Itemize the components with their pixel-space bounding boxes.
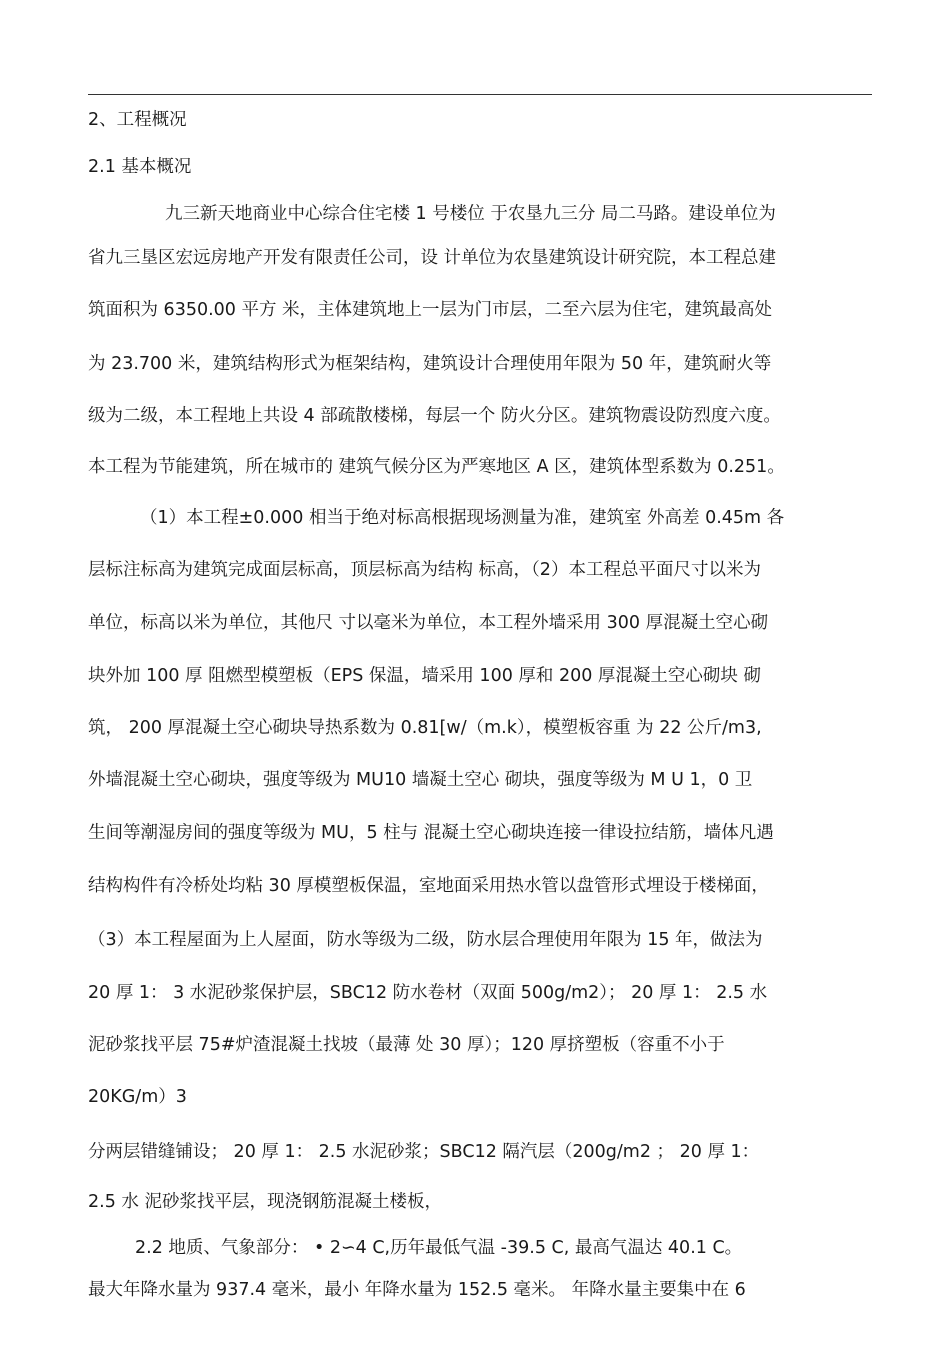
paragraph-line-16: 20 厚 1： 3 水泥砂浆保护层，SBC12 防水卷材（双面 500g/m2）； 20 厚 1： 2.5 水 bbox=[88, 983, 768, 1003]
paragraph-line-5: 级为二级，本工程地上共设 4 部疏散楼梯，每层一个 防火分区。建筑物震设防烈度六度。 bbox=[88, 406, 781, 426]
paragraph-line-11: 筑， 200 厚混凝土空心砌块导热系数为 0.81[w/（m.k），模塑板容重 为 22 公斤/m3, bbox=[88, 718, 762, 738]
paragraph-line-21: 2.2 地质、气象部分： • 2∽4 C,历年最低气温 -39.5 C, 最高气温达 40.1 C。 bbox=[135, 1238, 743, 1258]
paragraph-line-10: 块外加 100 厚 阻燃型模塑板（EPS 保温，墙采用 100 厚和 200 厚混凝土空心砌块 砌 bbox=[88, 666, 761, 686]
paragraph-line-22: 最大年降水量为 937.4 毫米，最小 年降水量为 152.5 毫米。 年降水量主要集中在 6 bbox=[88, 1280, 746, 1300]
paragraph-line-13: 生间等潮湿房间的强度等级为 MU，5 柱与 混凝土空心砌块连接一律设拉结筋，墙体凡遇 bbox=[88, 823, 774, 843]
subsection-heading: 2.1 基本概况 bbox=[88, 157, 192, 177]
paragraph-line-3: 筑面积为 6350.00 平方 米，主体建筑地上一层为门市层，二至六层为住宅，建筑最高处 bbox=[88, 300, 773, 320]
paragraph-line-6: 本工程为节能建筑，所在城市的 建筑气候分区为严寒地区 A 区，建筑体型系数为 0.251。 bbox=[88, 457, 785, 477]
paragraph-line-14: 结构构件有冷桥处均粘 30 厚模塑板保温，室地面采用热水管以盘管形式埋设于楼梯面， bbox=[88, 876, 769, 896]
section-heading: 2、工程概况 bbox=[88, 110, 187, 130]
paragraph-line-20: 2.5 水 泥砂浆找平层，现浇钢筋混凝土楼板， bbox=[88, 1192, 442, 1212]
paragraph-line-18: 20KG/m）3 bbox=[88, 1087, 187, 1107]
paragraph-line-9: 单位，标高以米为单位，其他尺 寸以毫米为单位，本工程外墙采用 300 厚混凝土空心砌 bbox=[88, 613, 769, 633]
paragraph-line-4: 为 23.700 米，建筑结构形式为框架结构，建筑设计合理使用年限为 50 年，建筑耐火等 bbox=[88, 354, 772, 374]
paragraph-line-17: 泥砂浆找平层 75#炉渣混凝土找坡（最薄 处 30 厚）；120 厚挤塑板（容重不小于 bbox=[88, 1035, 725, 1055]
paragraph-line-2: 省九三垦区宏远房地产开发有限责任公司，设 计单位为农垦建筑设计研究院，本工程总建 bbox=[88, 248, 777, 268]
paragraph-line-7: （1）本工程±0.000 相当于绝对标高根据现场测量为准，建筑室 外高差 0.45m 各 bbox=[140, 508, 785, 528]
paragraph-line-1: 九三新天地商业中心综合住宅楼 1 号楼位 于农垦九三分 局二马路。建设单位为 bbox=[165, 204, 776, 224]
paragraph-line-15: （3）本工程屋面为上人屋面，防水等级为二级，防水层合理使用年限为 15 年，做法为 bbox=[88, 930, 763, 950]
paragraph-line-8: 层标注标高为建筑完成面层标高，顶层标高为结构 标高，（2）本工程总平面尺寸以米为 bbox=[88, 560, 761, 580]
paragraph-line-12: 外墙混凝土空心砌块，强度等级为 MU10 墙凝土空心 砌块，强度等级为 M U 1，0 卫 bbox=[88, 770, 753, 790]
header-rule bbox=[88, 94, 872, 95]
paragraph-line-19: 分两层错缝铺设； 20 厚 1： 2.5 水泥砂浆；SBC12 隔汽层（200g/m2 ； 20 厚 1： bbox=[88, 1142, 760, 1162]
